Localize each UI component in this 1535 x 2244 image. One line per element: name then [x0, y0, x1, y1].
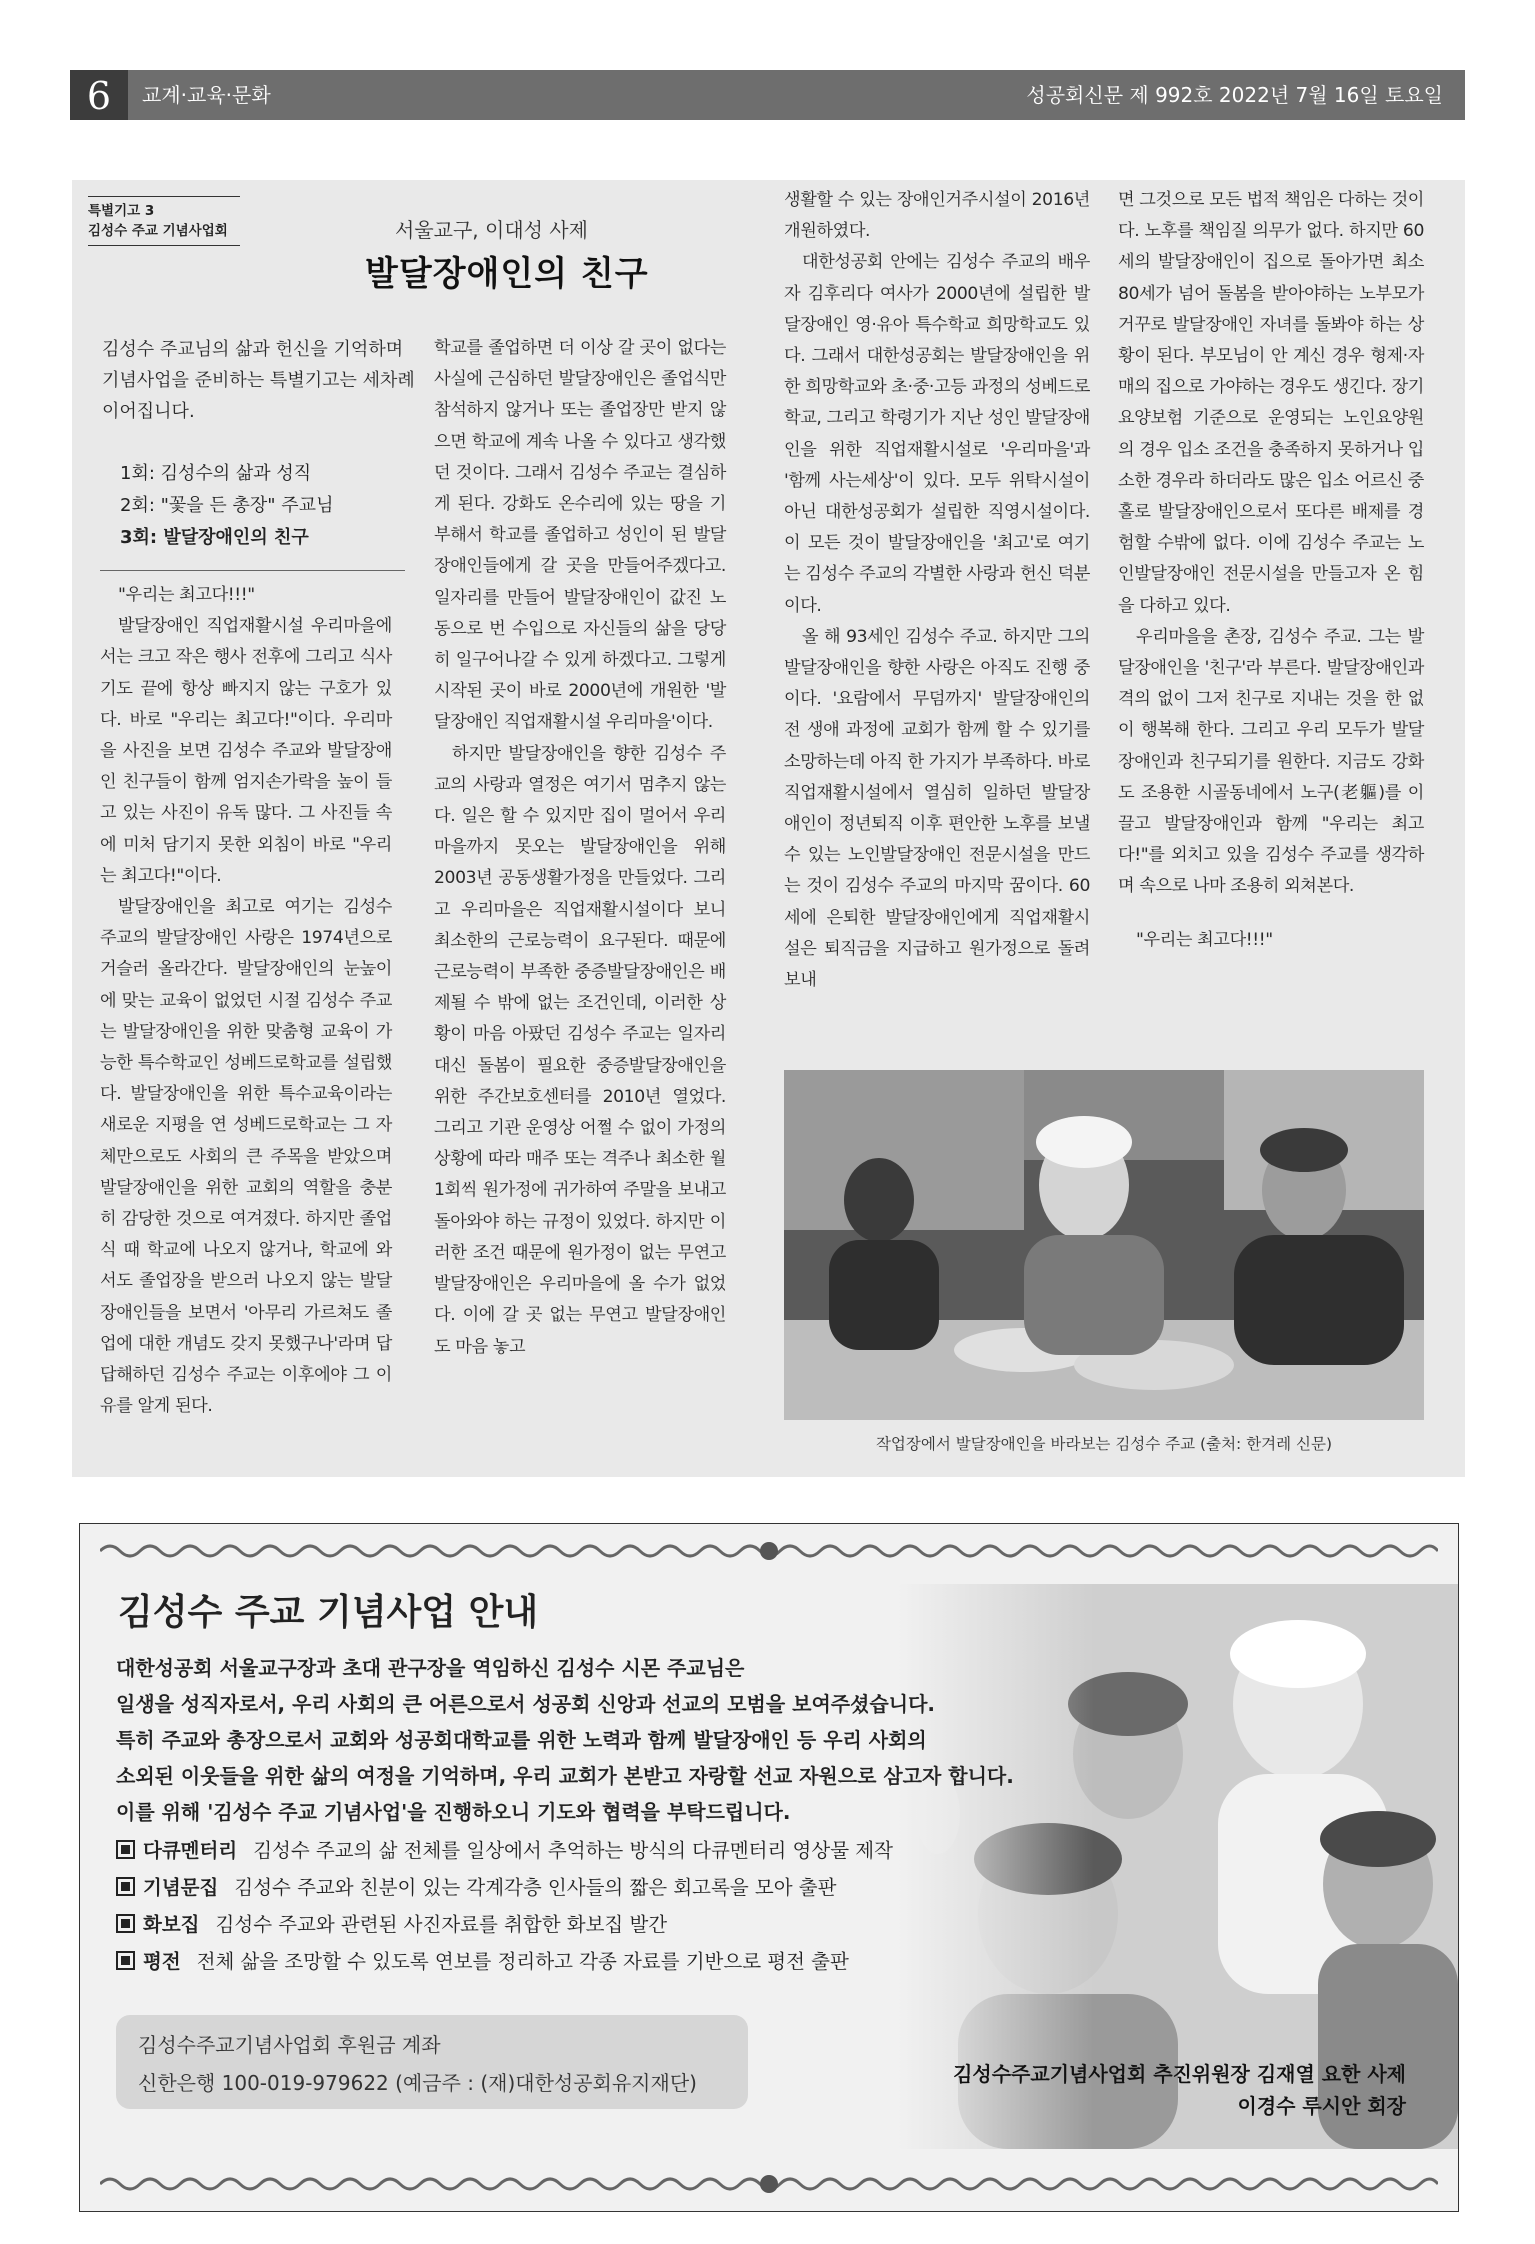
project-name: 다큐멘터리 [143, 1839, 238, 1862]
paragraph: 하지만 발달장애인을 향한 김성수 주교의 사랑과 열정은 여기서 멈추지 않는다. 일은 할 수 있지만 집이 멀어서 우리마을까지 못오는 발달장애인을 위해 2003년 공동생활가정을 만들었다. 그리고 우리마을은 직업재활시설이다 보니 최소한의 근로능력이 요구된다. 때문에 근로능력이 부족한 중증발달장애인은 배제될 수 밖에 없는 조건인데, 이러한 상황이 마음 아팠던 김성수 주교는 일자리대신 돌봄이 필요한 중증발달장애인을 위한 주간보호센터를 2010년 열었다. 그리고 기관 운영상 어쩔 수 없이 가정의 상황에 따라 매주 또는 격주나 최소한 월 1회씩 원가정에 귀가하여 주말을 보내고 돌아와야 하는 규정이 있었다. 하지만 이러한 조건 때문에 원가정이 없는 무연고 발달장애인은 우리마을에 올 수가 없었다. 이에 갈 곳 없는 무연고 발달장애인도 마음 놓고 [434, 743, 726, 1357]
series-list [120, 458, 333, 554]
project-name: 평전 [143, 1950, 181, 1973]
column-2 [434, 333, 726, 1363]
paragraph: 발달장애인 직업재활시설 우리마을에서는 크고 작은 행사 전후에 그리고 식사기도 끝에 항상 빠지지 않는 구호가 있다. 바로 "우리는 최고다!"이다. 우리마을 사진을 보면 김성수 주교와 발달장애인 친구들이 함께 엄지손가락을 높이 들고 있는 사진이 유독 많다. 그 사진들 속에 미처 담기지 못한 외침이 바로 "우리는 최고다!"이다. [100, 616, 392, 886]
issue-date: 2022년 7월 16일 토요일 [1218, 83, 1443, 107]
page-header [70, 70, 1465, 120]
photo-caption: 작업장에서 발달장애인을 바라보는 김성수 주교 (출처: 한겨레 신문) [875, 1435, 1333, 1453]
paragraph: "우리는 최고다!!!" [118, 585, 255, 605]
kicker-org: 김성수 주교 기념사업회 [88, 223, 228, 239]
byline: 서울교구, 이대성 사제 [395, 218, 588, 242]
ad-body-line: 대한성공회 서울교구장과 초대 관구장을 역임하신 김성수 시몬 주교님은 [116, 1656, 745, 1680]
article-kicker [88, 196, 240, 246]
project-list [116, 1832, 893, 1980]
column-4 [1118, 185, 1424, 956]
signature-chair: 김성수주교기념사업회 추진위원장 김재열 요한 사제 [953, 2062, 1406, 2086]
series-item: 1회: 김성수의 삶과 성직 [120, 463, 312, 484]
paragraph: 발달장애인을 최고로 여기는 김성수 주교의 발달장애인 사랑은 1974년으로 거슬러 올라간다. 발달장애인의 눈높이에 맞는 교육이 없었던 시절 김성수 주교는 발달장애인을 위한 맞춤형 교육이 가능한 특수학교인 성베드로학교를 설립했다. 발달장애인을 위한 특수교육이라는 새로운 지평을 연 성베드로학교는 그 자체만으로도 사회의 큰 주목을 받았으며 발달장애인을 위한 교회의 역할을 충분히 감당한 것으로 여겨졌다. 하지만 졸업식 때 학교에 나오지 않거나, 학교에 와서도 졸업장을 받으러 나오지 않는 발달장애인들을 보면서 '아무리 가르쳐도 졸업에 대한 개념도 갖지 못했구나'라며 답답해하던 김성수 주교는 이후에야 그 이유를 알게 된다. [100, 897, 392, 1417]
donation-account-box [116, 2015, 748, 2109]
kicker-series: 특별기고 3 [88, 203, 155, 219]
ad-body-line: 일생을 성직자로서, 우리 사회의 큰 어른으로서 성공회 신앙과 선교의 모범을 보여주셨습니다. [116, 1692, 935, 1716]
ad-body [116, 1650, 1014, 1830]
project-desc: 전체 삶을 조망할 수 있도록 연보를 정리하고 각종 자료를 기반으로 평전 출판 [196, 1950, 849, 1973]
publication-name: 성공회신문 [1026, 83, 1124, 107]
publication-info [1026, 70, 1443, 120]
workshop-photo-image [784, 1070, 1424, 1420]
ad-body-line: 소외된 이웃들을 위한 삶의 여정을 기억하며, 우리 교회가 본받고 자랑할 선교 자원으로 삼고자 합니다. [116, 1764, 1014, 1788]
memorial-project-ad [79, 1523, 1459, 2212]
column-1 [100, 580, 392, 1422]
project-name: 화보집 [143, 1913, 200, 1936]
headline: 발달장애인의 친구 [365, 254, 649, 294]
paragraph: "우리는 최고다!!!" [1136, 929, 1273, 950]
bottom-ornament-border [100, 2171, 1438, 2197]
project-desc: 김성수 주교와 친분이 있는 각계각층 인사들의 짧은 회고록을 모아 출판 [234, 1876, 837, 1899]
project-desc: 김성수 주교와 관련된 사진자료를 취합한 화보집 발간 [215, 1913, 668, 1936]
paragraph: 올 해 93세인 김성수 주교. 하지만 그의 발달장애인을 향한 사랑은 아직도 진행 중이다. '요람에서 무덤까지' 발달장애인의 전 생애 과정에 교회가 함께 할 수 있기를 소망하는데 아직 한 가지가 부족하다. 바로 직업재활시설에서 열심히 일하던 발달장애인이 정년퇴직 이후 편안한 노후를 보낼 수 있는 노인발달장애인 전문시설을 만드는 것이 김성수 주교의 마지막 꿈이다. 60세에 은퇴한 발달장애인에게 직업재활시설은 퇴직금을 지급하고 원가정으로 돌려보내 [784, 626, 1090, 991]
section-title: 교계·교육·문화 [142, 83, 271, 107]
series-item-current: 3회: 발달장애인의 친구 [120, 527, 309, 548]
paragraph: 생활할 수 있는 장애인거주시설이 2016년 개원하였다. [784, 190, 1090, 242]
series-item: 2회: "꽃을 든 총장" 주교님 [120, 495, 334, 516]
paragraph: 대한성공회 안에는 김성수 주교의 배우자 김후리다 여사가 2000년에 설립한 발달장애인 영·유아 특수학교 희망학교도 있다. 그래서 대한성공회는 발달장애인을 위한 희망학교와 초·중·고등 과정의 성베드로학교, 그리고 학령기가 지난 성인 발달장애인을 위한 직업재활시설로 '우리마을'과 '함께 사는세상'이 있다. 모두 위탁시설이 아닌 대한성공회가 설립한 직영시설이다. 이 모든 것이 발달장애인을 '최고'로 여기는 김성수 주교의 각별한 사랑과 헌신 덕분이다. [784, 252, 1090, 616]
bullet-box-icon [116, 1877, 135, 1896]
divider [100, 570, 405, 571]
bullet-box-icon [116, 1914, 135, 1933]
paragraph: 면 그것으로 모든 법적 책임은 다하는 것이다. 노후를 책임질 의무가 없다. 하지만 60세의 발달장애인이 집으로 돌아가면 최소 80세가 넘어 돌봄을 받아야하는 노부모가 거꾸로 발달장애인 자녀를 돌봐야 하는 상황이 된다. 부모님이 안 계신 경우 형제·자매의 집으로 가야하는 경우도 생긴다. 장기요양보험 기준으로 운영되는 노인요양원의 경우 입소 조건을 충족하지 못하거나 입소한 경우라 하더라도 많은 입소 어르신 중 홀로 발달장애인으로서 또다른 배제를 경험할 수밖에 없다. 이에 김성수 주교는 노인발달장애인 전문시설을 만들고자 온 힘을 다하고 있다. [1118, 190, 1424, 616]
article-photo [784, 1070, 1424, 1420]
paragraph: 학교를 졸업하면 더 이상 갈 곳이 없다는 사실에 근심하던 발달장애인은 졸업식만 참석하지 않거나 또는 졸업장만 받지 않으면 학교에 계속 나올 수 있다고 생각했던 것이다. 그래서 김성수 주교는 결심하게 된다. 강화도 온수리에 있는 땅을 기부해서 학교를 졸업하고 성인이 된 발달장애인들에게 갈 곳을 만들어주겠다고. 일자리를 만들어 발달장애인이 값진 노동으로 번 수입으로 자신들의 삶을 당당히 일구어나갈 수 있게 하겠다고. 그렇게 시작된 곳이 바로 2000년에 개원한 '발달장애인 직업재활시설 우리마을'이다. [434, 338, 726, 733]
column-3 [784, 185, 1090, 996]
bullet-box-icon [116, 1951, 135, 1970]
project-item [116, 1906, 893, 1943]
ad-title: 김성수 주교 기념사업 안내 [118, 1591, 539, 1633]
project-item [116, 1832, 893, 1869]
account-detail: 신한은행 100-019-979622 (예금주 : (재)대한성공회유지재단) [138, 2071, 697, 2095]
ad-body-line: 이를 위해 '김성수 주교 기념사업'을 진행하오니 기도와 협력을 부탁드립니다. [116, 1800, 791, 1824]
paragraph: 우리마을을 촌장, 김성수 주교. 그는 발달장애인을 '친구'라 부른다. 발달장애인과 격의 없이 그저 친구로 지내는 것을 한 없이 행복해 한다. 그리고 우리 모두가 발달장애인과 친구되기를 원한다. 지금도 강화도 조용한 시골동네에서 노구(老軀)를 이끌고 발달장애인과 함께 "우리는 최고다!"를 외치고 있을 김성수 주교를 생각하며 속으로 나마 조용히 외쳐본다. [1118, 626, 1424, 897]
project-item [116, 1943, 893, 1980]
article-intro: 김성수 주교님의 삶과 헌신을 기억하며 기념사업을 준비하는 특별기고는 세차례 이어집니다. [102, 339, 415, 422]
top-ornament-border [100, 1538, 1438, 1564]
account-title: 김성수주교기념사업회 후원금 계좌 [138, 2033, 441, 2057]
bullet-box-icon [116, 1840, 135, 1859]
project-desc: 김성수 주교의 삶 전체를 일상에서 추억하는 방식의 다큐멘터리 영상물 제작 [253, 1839, 893, 1862]
page-number: 6 [70, 70, 128, 120]
project-item [116, 1869, 893, 1906]
ad-body-line: 특히 주교와 총장으로서 교회와 성공회대학교를 위한 노력과 함께 발달장애인 등 우리 사회의 [116, 1728, 927, 1752]
project-name: 기념문집 [143, 1876, 219, 1899]
signature-president: 이경수 루시안 회장 [1237, 2094, 1406, 2118]
issue-number: 제 992호 [1129, 83, 1213, 107]
